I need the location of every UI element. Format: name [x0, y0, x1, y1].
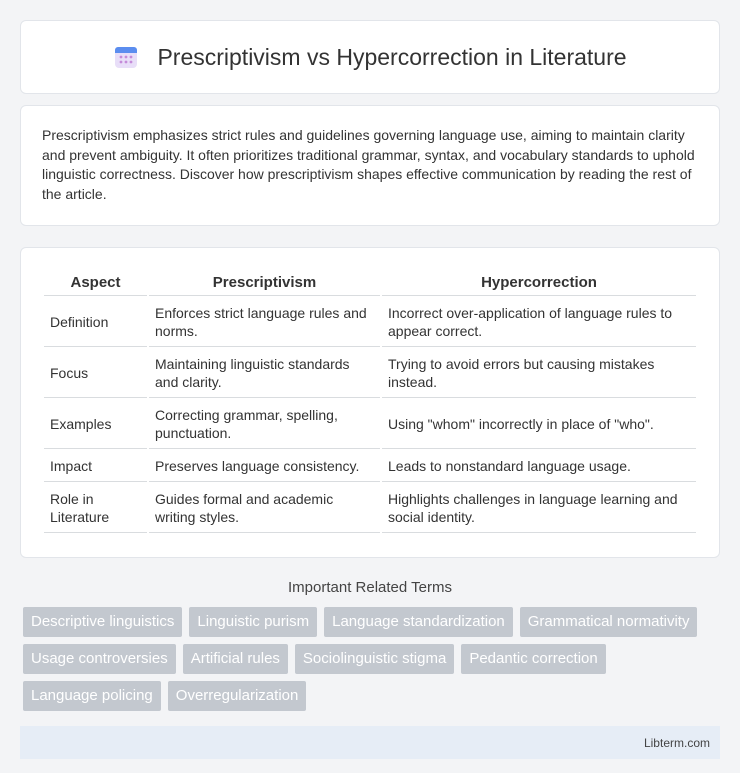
cell-hypercorrection: Incorrect over-application of language rules to appear correct. [382, 298, 696, 347]
cell-hypercorrection: Using "whom" incorrectly in place of "who". [382, 400, 696, 449]
cell-prescriptivism: Guides formal and academic writing styles. [149, 484, 380, 533]
cell-prescriptivism: Enforces strict language rules and norms. [149, 298, 380, 347]
intro-text: Prescriptivism emphasizes strict rules and guidelines governing language use, aiming to maintain clarity and prevent ambiguity. It often prioritizes traditional grammar, syntax, and vocabulary standards to uphold linguistic correctness. Discover how prescriptivism shapes effective communication by reading the rest of the article. [42, 127, 695, 202]
table-row [44, 349, 696, 398]
cell-aspect: Impact [44, 451, 147, 482]
cell-hypercorrection: Leads to nonstandard language usage. [382, 451, 696, 482]
document-icon [113, 44, 139, 70]
related-term-tag[interactable]: Overregularization [168, 681, 307, 711]
header-prescriptivism: Prescriptivism [149, 270, 380, 296]
cell-prescriptivism: Correcting grammar, spelling, punctuation. [149, 400, 380, 449]
related-term-tag[interactable]: Artificial rules [183, 644, 288, 674]
footer [20, 726, 720, 759]
cell-hypercorrection: Highlights challenges in language learning and social identity. [382, 484, 696, 533]
cell-aspect: Role in Literature [44, 484, 147, 533]
table-row [44, 400, 696, 449]
intro-card [20, 105, 720, 226]
related-term-tag[interactable]: Usage controversies [23, 644, 176, 674]
table-header-row [44, 270, 696, 296]
cell-aspect: Examples [44, 400, 147, 449]
related-term-tag[interactable]: Grammatical normativity [520, 607, 698, 637]
related-term-tag[interactable]: Sociolinguistic stigma [295, 644, 454, 674]
related-term-tag[interactable]: Descriptive linguistics [23, 607, 182, 637]
header-hypercorrection: Hypercorrection [382, 270, 696, 296]
cell-prescriptivism: Preserves language consistency. [149, 451, 380, 482]
footer-site-link[interactable]: Libterm.com [643, 735, 710, 750]
related-terms-list [20, 607, 720, 711]
page-title: Prescriptivism vs Hypercorrection in Literature [157, 43, 627, 70]
cell-hypercorrection: Trying to avoid errors but causing mistakes instead. [382, 349, 696, 398]
related-terms-title: Important Related Terms [288, 579, 452, 597]
related-term-tag[interactable]: Language policing [23, 681, 161, 711]
page-header [20, 20, 720, 94]
related-term-tag[interactable]: Pedantic correction [461, 644, 605, 674]
table-row [44, 484, 696, 533]
related-term-tag[interactable]: Language standardization [324, 607, 513, 637]
header-aspect: Aspect [44, 270, 147, 296]
table-row [44, 451, 696, 482]
comparison-table [42, 268, 698, 535]
comparison-card [20, 247, 720, 558]
table-row [44, 298, 696, 347]
cell-aspect: Definition [44, 298, 147, 347]
cell-aspect: Focus [44, 349, 147, 398]
related-term-tag[interactable]: Linguistic purism [189, 607, 317, 637]
cell-prescriptivism: Maintaining linguistic standards and clarity. [149, 349, 380, 398]
